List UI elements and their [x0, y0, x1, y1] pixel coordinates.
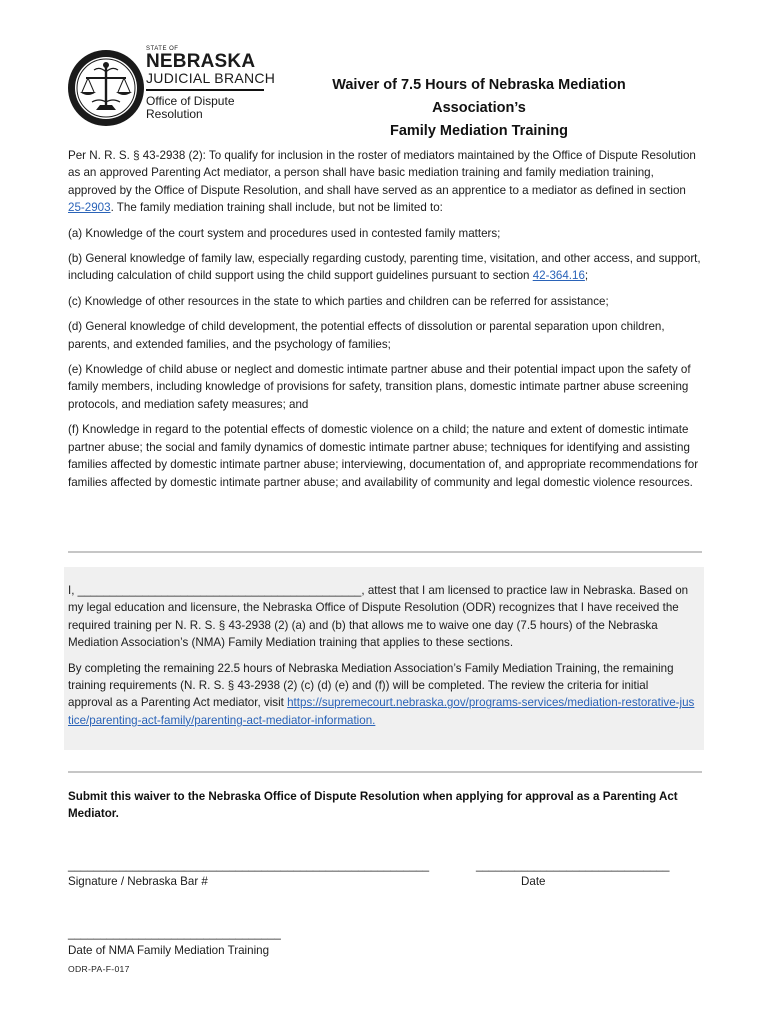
statute-link-42-364-16[interactable]: 42-364.16: [532, 269, 585, 283]
mediator-information-link[interactable]: https://supremecourt.nebraska.gov/programs-services/mediation-restorative-justice/parenting-act-family/parenting-act-mediator-information.: [68, 696, 695, 727]
requirements-section: [68, 147, 704, 499]
title-line-1: Waiver of 7.5 Hours of Nebraska Mediation Association’s: [332, 77, 626, 116]
attestation-box: [64, 567, 704, 750]
attestation-text: [68, 582, 696, 737]
title-line-2: Family Mediation Training: [389, 123, 569, 139]
item-c: (c) Knowledge of other resources in the state to which parties and children can be referred for assistance;: [68, 294, 609, 308]
item-d: (d) General knowledge of child development, the potential effects of dissolution or parental separation upon children, parents, and extended families, and the psychology of families;: [68, 320, 665, 351]
brand-office-line1: Office of Dispute: [146, 94, 235, 108]
brand-name: NEBRASKA: [146, 51, 256, 72]
date-line[interactable]: ______________________________: [476, 859, 670, 872]
item-f: (f) Knowledge in regard to the potential effects of domestic violence on a child; the nature and extent of domestic intimate partner abuse; the social and family dynamics of domestic intimate partner abuse; techniques for identifying and assisting families affected by domestic intimate partner abuse; interviewing, documentation of, and appropriate recommendations for families affected by domestic intimate partner abuse; and availability of community and legal domestic violence resources.: [68, 423, 699, 489]
brand-branch: JUDICIAL BRANCH: [146, 70, 276, 86]
date-label: Date: [521, 875, 546, 888]
intro-text-end: . The family mediation training shall include, but not be limited to:: [110, 201, 443, 215]
nma-training-date-line[interactable]: _________________________________: [68, 927, 281, 940]
item-b-text: (b) General knowledge of family law, especially regarding custody, parenting time, visitation, and other access, and support, including calculation of child support using the child support guidelines pursuant to section: [68, 252, 701, 283]
attestation-paragraph-2: [68, 660, 696, 730]
form-code: ODR-PA-F-017: [68, 964, 130, 974]
signature-label: Signature / Nebraska Bar #: [68, 875, 208, 888]
statute-link-25-2903[interactable]: 25-2903: [68, 201, 111, 215]
item-a: (a) Knowledge of the court system and procedures used in contested family matters;: [68, 226, 501, 240]
brand-state: STATE OF: [146, 46, 179, 52]
item-e: (e) Knowledge of child abuse or neglect and domestic intimate partner abuse and their potential impact upon the safety of family members, including knowledge of provisions for safety, transition plans, domestic intimate partner abuse screening protocols, and mediation safety measures; and: [68, 363, 691, 411]
brand-divider: [146, 89, 264, 91]
brand-office-line2: Resolution: [146, 107, 203, 121]
submit-instructions: Submit this waiver to the Nebraska Office of Dispute Resolution when applying for approval as a Parenting Act Mediator.: [68, 790, 678, 821]
intro-text: Per N. R. S. § 43-2938 (2): To qualify for inclusion in the roster of mediators maintained by the Office of Dispute Resolution as an approved Parenting Act mediator, a person shall have basic mediation training and family mediation training, approved by the Office of Dispute Resolution, and shall have served as an apprentice to a mediator as defined in section: [68, 149, 696, 197]
document-title: [284, 74, 674, 143]
section-divider-bottom: [68, 771, 702, 773]
item-b-end: ;: [584, 269, 589, 283]
item-b: [68, 250, 704, 285]
document-header: [66, 44, 706, 139]
signature-line[interactable]: ________________________________________________________: [68, 859, 430, 872]
nebraska-seal-icon: [66, 48, 146, 128]
attestation-paragraph-1: I, ____________________________________________, attest that I am licensed to practice law in Nebraska. Based on my legal education and licensure, the Nebraska Office of Dispute Resolution (ODR) recognizes that I have received the required training per N. R. S. § 43-2938 (2) (a) and (b) that allows me to waive one day (7.5 hours) of the Nebraska Mediation Association’s (NMA) Family Mediation training that applies to these sections.: [68, 584, 689, 650]
nma-training-date-label: Date of NMA Family Mediation Training: [68, 944, 270, 957]
attestation-paragraph-2-text: By completing the remaining 22.5 hours of Nebraska Mediation Association’s Family Mediation Training, the remaining training requirements (N. R. S. § 43-2938 (2) (c) (d) (e) and (f)) will be completed. The review the criteria for initial approval as a Parenting Act mediator, visit: [68, 661, 674, 710]
section-divider-top: [68, 551, 702, 553]
intro-paragraph: [68, 147, 704, 217]
